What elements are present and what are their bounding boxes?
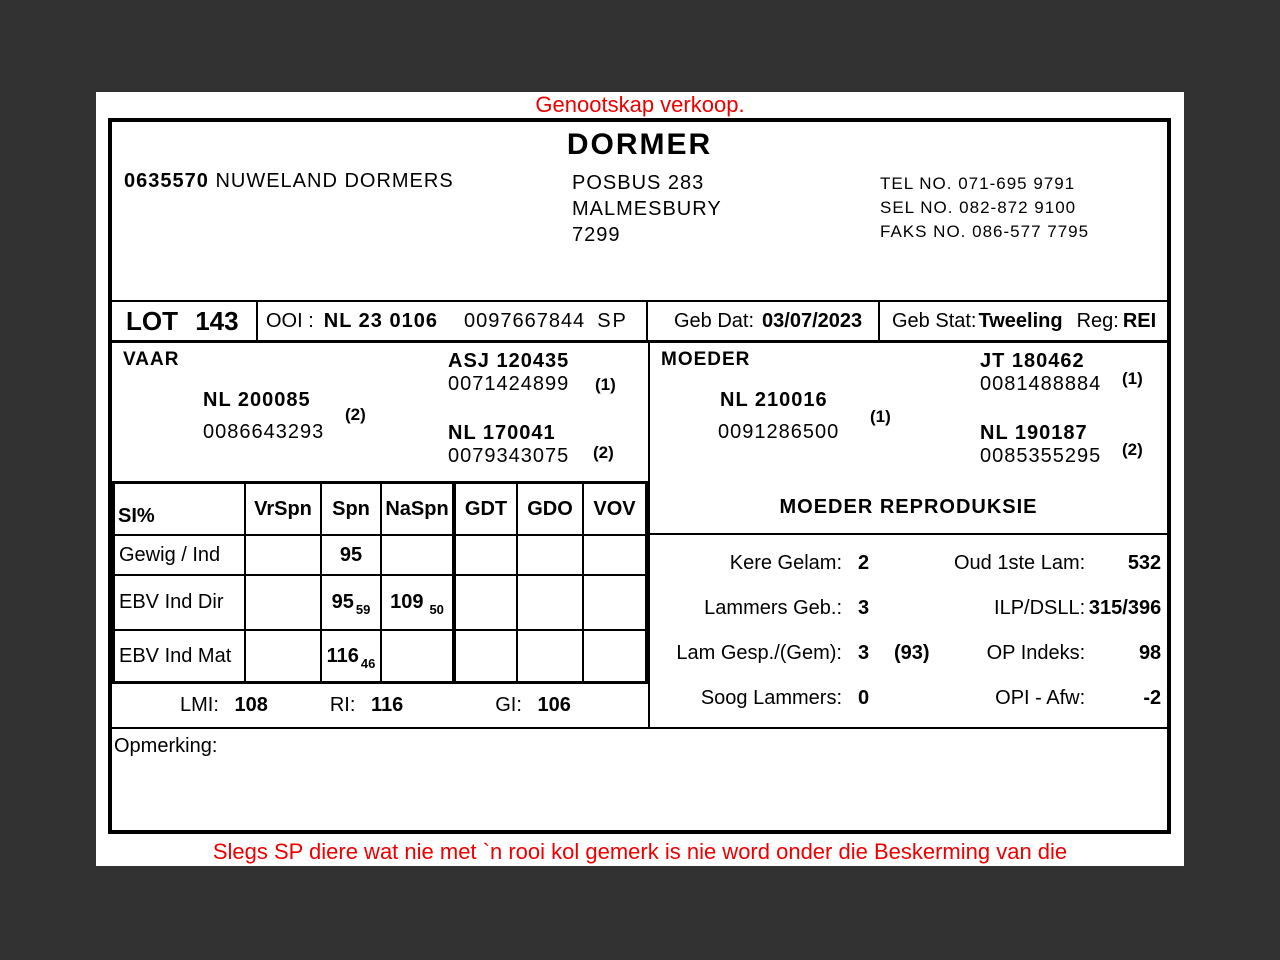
gi-group: [495, 694, 571, 717]
remark-label: Opmerking:: [114, 735, 218, 757]
lot-number: LOT 143: [112, 302, 258, 340]
lmi-group: [180, 694, 268, 717]
dam-gp2-number: 0085355295: [980, 445, 1102, 467]
remark-section: [112, 727, 1167, 830]
repro-value: 0: [858, 687, 870, 709]
cell-gdo: [518, 536, 584, 576]
ri-group: [330, 694, 403, 717]
address-line: 7299: [572, 224, 621, 246]
ewe-id-cell: [258, 302, 648, 340]
catalog-page: [96, 92, 1184, 866]
sire-note: (2): [345, 405, 366, 424]
stud-name: NUWELAND DORMERS: [215, 170, 454, 192]
cell-vov: [584, 631, 645, 681]
sire-section-label: VAAR: [123, 349, 180, 370]
repro-label: Lammers Geb.:: [704, 597, 842, 619]
col-header-vrspn: VrSpn: [246, 484, 322, 536]
cell-vov: [584, 576, 645, 631]
cell-vrspn: [246, 536, 322, 576]
ri-value: 116: [370, 694, 404, 716]
dam-id: NL 210016: [720, 389, 828, 411]
dam-gp1-number: 0081488884: [980, 373, 1102, 395]
cell-naspn: 109 $_{50}$: [382, 576, 456, 631]
col-header-gdo: GDO: [518, 484, 584, 536]
cell-gdo: [518, 576, 584, 631]
breed-title: DORMER: [566, 128, 713, 161]
dam-gp2-id: NL 190187: [980, 422, 1088, 444]
repro-label: Oud 1ste Lam:: [954, 552, 1086, 574]
birth-date-cell: [648, 302, 880, 340]
address-block: [572, 170, 722, 248]
sire-gp2-number: 0079343075: [448, 445, 570, 467]
dam-gp1-id: JT 180462: [980, 350, 1085, 372]
ooi-number: 0097667844: [463, 309, 586, 332]
dam-reproduction-section: [648, 481, 1167, 727]
ooi-id: NL 23 0106: [323, 309, 438, 332]
row-label: Gewig / Ind: [115, 536, 246, 576]
col-header-gdt: GDT: [456, 484, 518, 536]
repro-value: 3: [858, 642, 870, 664]
sire-gp1-number: 0071424899: [448, 373, 570, 395]
dam-panel: [648, 343, 1167, 481]
breed-index-table: [112, 481, 648, 684]
col-header-vov: VOV: [584, 484, 645, 536]
lmi-label: LMI:: [180, 694, 219, 716]
address-line: MALMESBURY: [572, 198, 722, 220]
ooi-label: OOI :: [266, 309, 314, 332]
repro-value: 532: [1127, 552, 1162, 574]
ooi-suffix: SP: [597, 309, 628, 332]
repro-label: Soog Lammers:: [700, 687, 842, 709]
member-number: 0635570: [124, 170, 209, 192]
cell-vrspn: [246, 576, 322, 631]
repro-value: -2: [1143, 687, 1162, 709]
repro-extra: (93): [894, 642, 930, 664]
dam-section-label: MOEDER: [661, 349, 751, 370]
cell-spn: 95: [322, 536, 382, 576]
dam-gp2-note: (2): [1122, 440, 1143, 459]
reg-label: Reg:: [1076, 309, 1119, 332]
tel-line: TEL NO. 071-695 9791: [880, 174, 1076, 193]
cell-gdt: [456, 631, 518, 681]
geb-dat-label: Geb Dat:: [674, 309, 755, 332]
cell-gdo: [518, 631, 584, 681]
sire-gp1-note: (1): [595, 375, 616, 394]
cell-naspn: [382, 631, 456, 681]
dam-gp1-note: (1): [1122, 369, 1143, 388]
repro-value: 3: [858, 597, 870, 619]
ri-label: RI:: [329, 694, 356, 716]
cell-gdt: [456, 576, 518, 631]
col-header-spn: Spn: [322, 484, 382, 536]
reg-value: REI: [1122, 309, 1157, 332]
lmi-value: 108: [234, 694, 268, 716]
catalog-card: [108, 118, 1171, 834]
dam-note: (1): [870, 407, 891, 426]
bottom-banner: Slegs SP diere wat nie met `n rooi kol gemerk is nie word onder die Beskerming van die: [212, 839, 1068, 864]
col-header-si: SI%: [115, 484, 246, 536]
geb-dat-value: 03/07/2023: [762, 309, 863, 332]
sel-line: SEL NO. 082-872 9100: [880, 198, 1077, 217]
gi-label: GI:: [495, 694, 522, 716]
sire-id: NL 200085: [203, 389, 311, 411]
geb-stat-label: Geb Stat:: [892, 309, 977, 332]
sire-panel: [112, 343, 648, 481]
address-line: POSBUS 283: [572, 172, 705, 194]
cell-spn: 95 $_{59}$: [322, 576, 382, 631]
geb-stat-value: Tweeling: [978, 309, 1063, 332]
repro-label: Kere Gelam:: [729, 552, 842, 574]
row-label: EBV Ind Mat: [115, 631, 246, 681]
cell-gdt: [456, 536, 518, 576]
repro-value: 2: [858, 552, 870, 574]
cell-vrspn: [246, 631, 322, 681]
repro-label: Lam Gesp./(Gem):: [676, 642, 842, 664]
sire-number: 0086643293: [203, 421, 325, 443]
repro-value: 315/396: [1088, 597, 1162, 619]
repro-title: MOEDER REPRODUKSIE: [650, 481, 1167, 535]
repro-label: OPI - Afw:: [995, 687, 1086, 709]
sire-gp1-id: ASJ 120435: [448, 350, 570, 372]
cell-spn: 116 $_{46}$: [322, 631, 382, 681]
repro-grid: [650, 541, 1165, 721]
birth-status-cell: [880, 302, 1167, 340]
breeder-line: [124, 170, 454, 193]
sire-gp2-note: (2): [593, 443, 614, 462]
sire-gp2-id: NL 170041: [448, 422, 556, 444]
lot-row: [112, 300, 1167, 343]
row-label: EBV Ind Dir: [115, 576, 246, 631]
faks-line: FAKS NO. 086-577 7795: [880, 222, 1090, 241]
gi-value: 106: [537, 694, 571, 716]
top-banner: Genootskap verkoop.: [535, 92, 745, 117]
repro-label: OP Indeks:: [986, 642, 1086, 664]
cell-vov: [584, 536, 645, 576]
dam-number: 0091286500: [718, 421, 840, 443]
cell-naspn: [382, 536, 456, 576]
indices-row: [112, 684, 648, 727]
repro-value: 98: [1138, 642, 1162, 664]
pedigree-section: [112, 343, 1167, 481]
contact-block: [880, 172, 1089, 244]
repro-label: ILP/DSLL:: [994, 597, 1086, 619]
col-header-naspn: NaSpn: [382, 484, 456, 536]
